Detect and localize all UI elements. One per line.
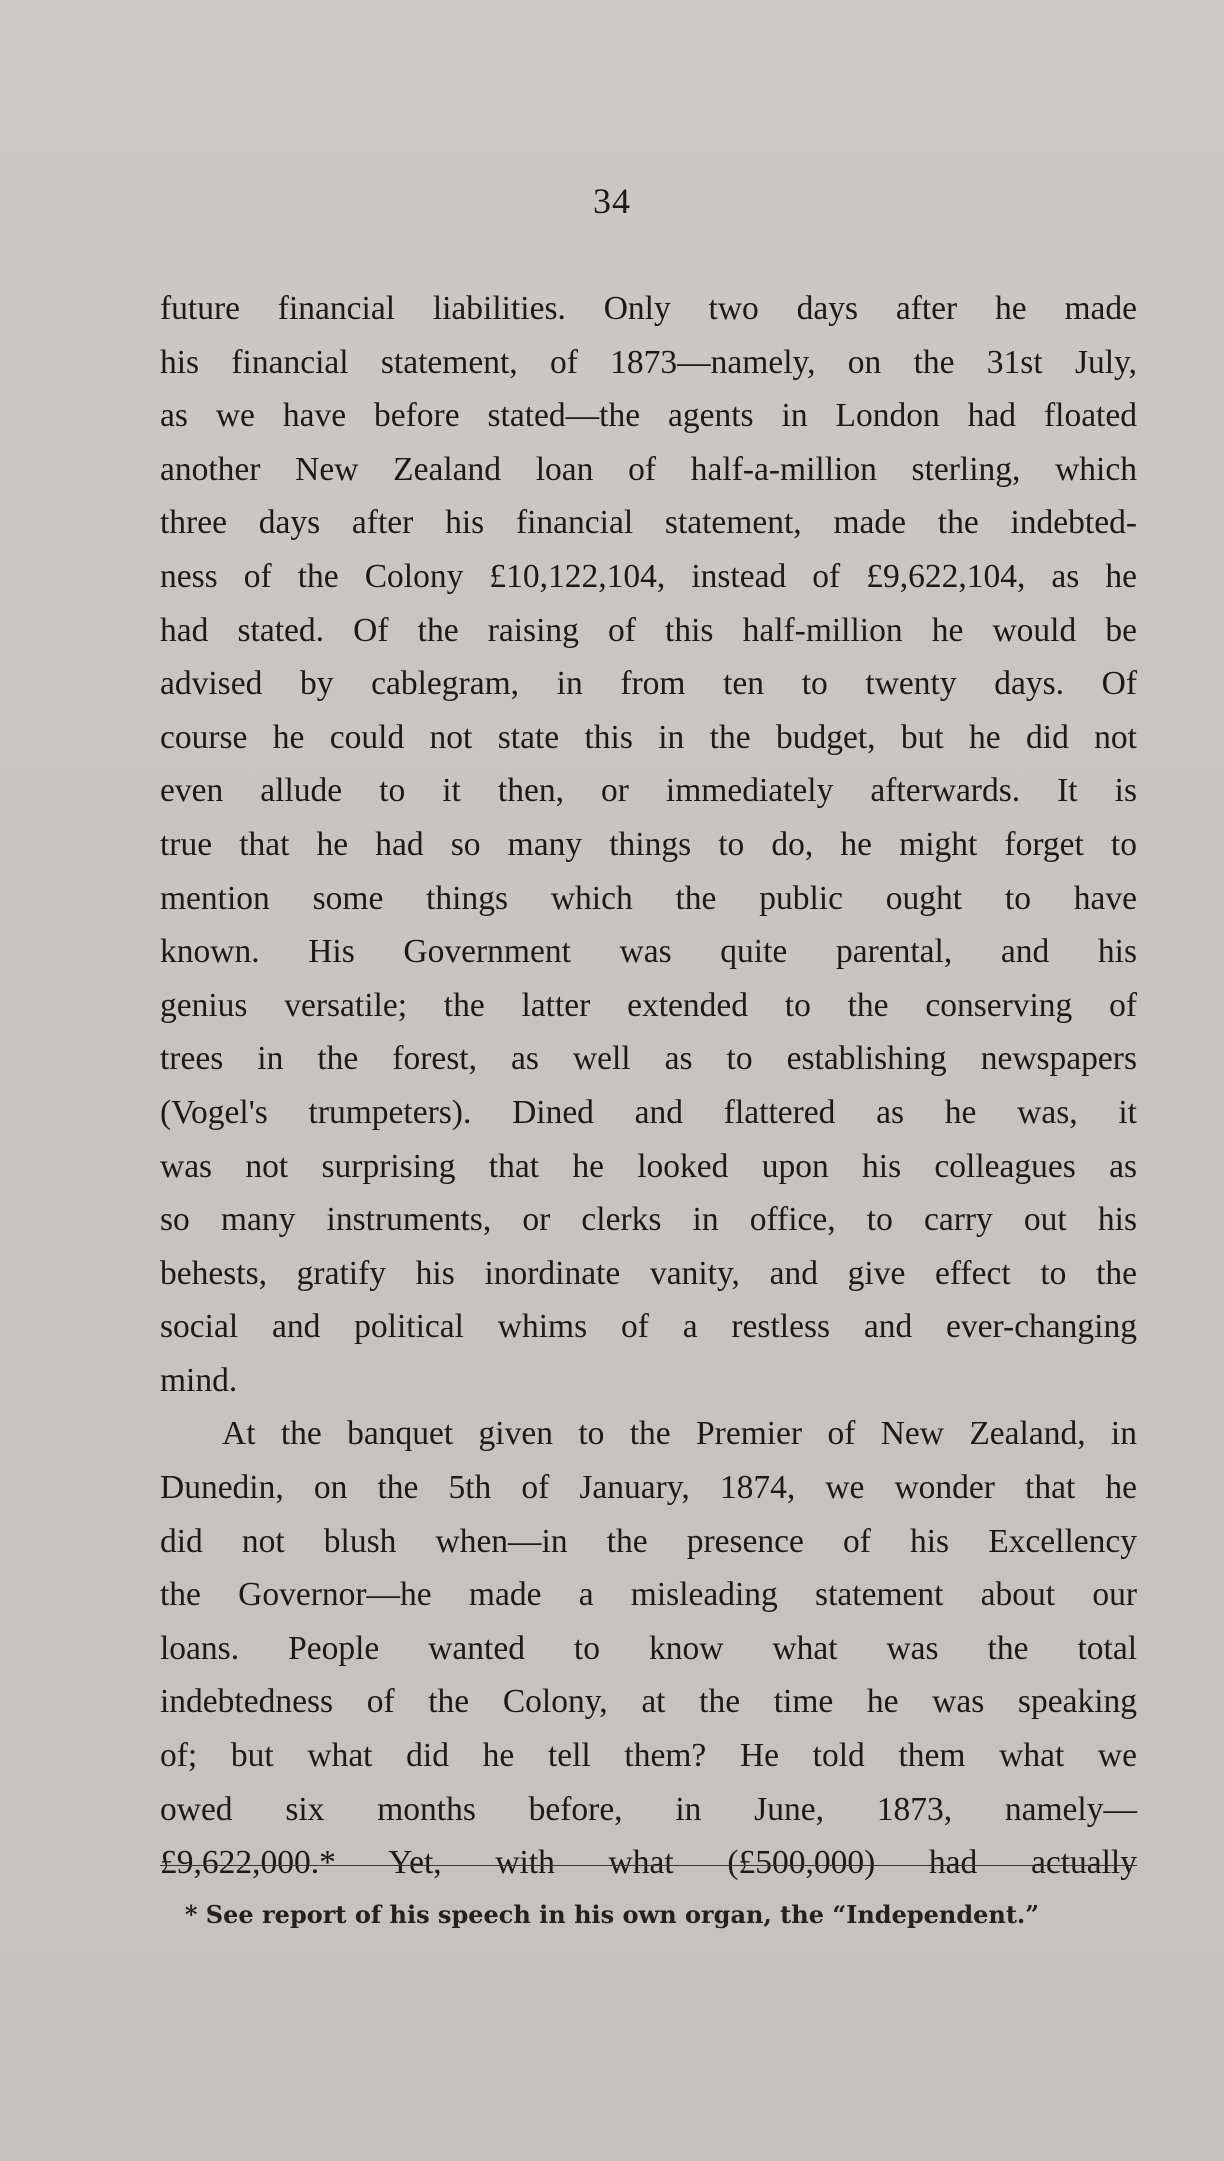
text-line: At the banquet given to the Premier of New Zealand, in [222, 1415, 1137, 1453]
text-line: three days after his financial statement, made the indebted- [160, 504, 1137, 542]
text-line: future financial liabilities. Only two days after he made [160, 290, 1137, 327]
text-line: mind. [160, 1361, 238, 1399]
text-line: did not blush when—in the presence of his Excellency [160, 1522, 1137, 1560]
text-line: £9,622,000.* Yet, with what (£500,000) had actually [160, 1844, 1137, 1882]
text-line: even allude to it then, or immediately afterwards. It is [160, 772, 1137, 810]
text-line: had stated. Of the raising of this half-million he would be [160, 611, 1137, 649]
text-line: indebtedness of the Colony, at the time he was speaking [160, 1683, 1137, 1721]
paragraph-2 [160, 1407, 1137, 1889]
text-line: (Vogel's trumpeters). Dined and flattered as he was, it [160, 1093, 1137, 1131]
paragraph-1 [160, 282, 1137, 1407]
text-line: the Governor—he made a misleading statement about our [160, 1576, 1137, 1614]
text-line: course he could not state this in the budget, but he did not [160, 718, 1137, 756]
text-line: known. His Government was quite parental, and his [160, 933, 1137, 971]
text-line: social and political whims of a restless and ever-changing [160, 1308, 1137, 1346]
text-line: loans. People wanted to know what was the total [160, 1629, 1137, 1667]
footnote-divider [160, 1865, 1137, 1866]
text-line: genius versatile; the latter extended to the conserving of [160, 986, 1137, 1024]
text-line: advised by cablegram, in from ten to twenty days. Of [160, 665, 1137, 703]
text-line: trees in the forest, as well as to establishing newspapers [160, 1040, 1137, 1078]
text-line: another New Zealand loan of half-a-million sterling, which [160, 450, 1137, 488]
text-line: true that he had so many things to do, he might forget to [160, 825, 1137, 863]
footnote: * See report of his speech in his own organ, the “Independent.” [184, 1900, 1040, 1929]
text-line: mention some things which the public ought to have [160, 879, 1137, 917]
text-line: as we have before stated—the agents in London had floated [160, 397, 1137, 435]
text-line: his financial statement, of 1873—namely, on the 31st July, [160, 343, 1137, 381]
text-line: Dunedin, on the 5th of January, 1874, we wonder that he [160, 1469, 1137, 1507]
text-line: behests, gratify his inordinate vanity, and give effect to the [160, 1254, 1137, 1292]
page-number: 34 [593, 181, 631, 221]
text-line: owed six months before, in June, 1873, namely— [160, 1790, 1137, 1828]
text-line: so many instruments, or clerks in office, to carry out his [160, 1201, 1137, 1239]
body-text [160, 282, 1137, 1890]
text-line: was not surprising that he looked upon his colleagues as [160, 1147, 1137, 1185]
text-line: of; but what did he tell them? He told them what we [160, 1737, 1137, 1775]
text-line: ness of the Colony £10,122,104, instead of £9,622,104, as he [160, 557, 1137, 595]
